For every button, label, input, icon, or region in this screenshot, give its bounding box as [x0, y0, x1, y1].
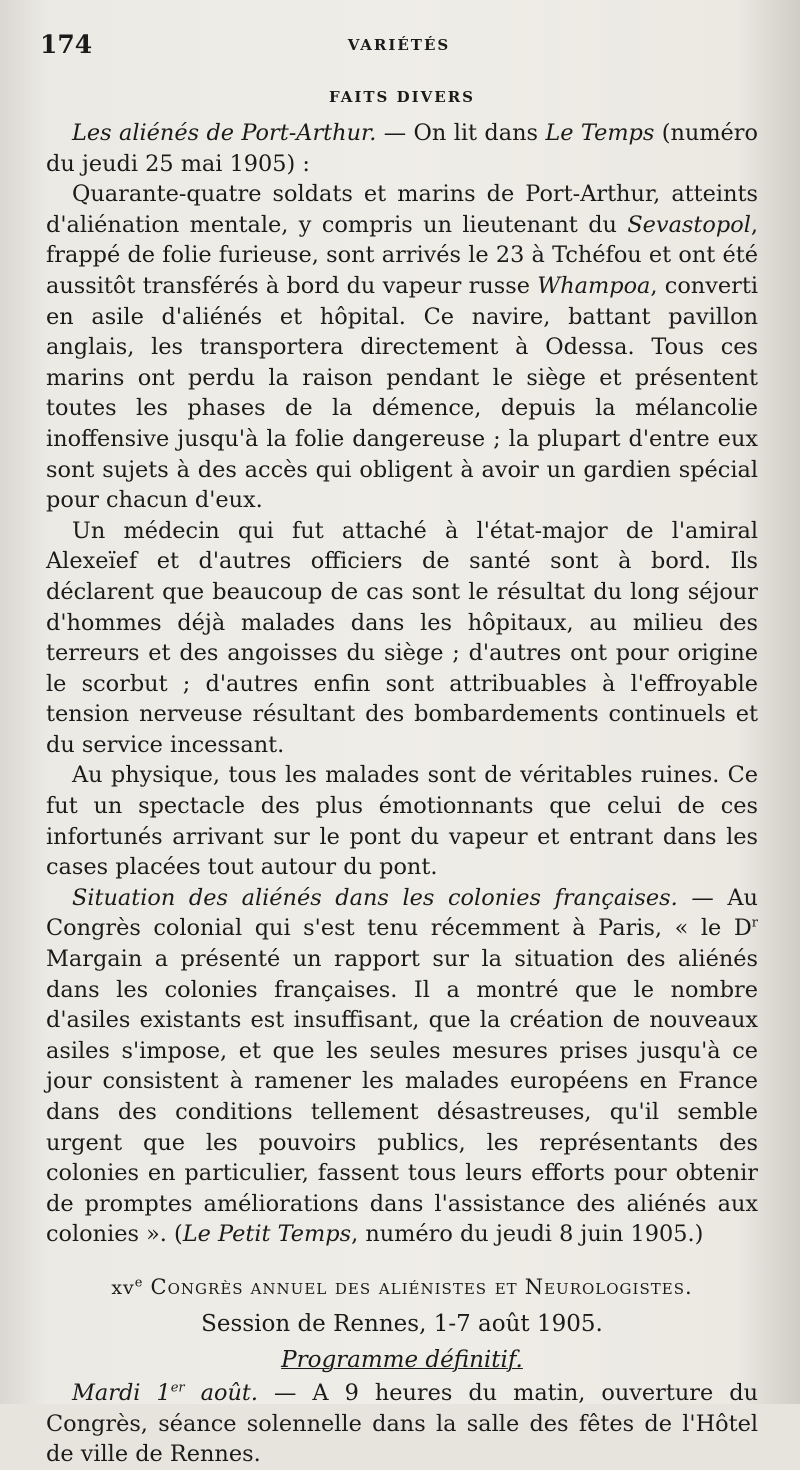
- congress-heading: $xv^e$ Congrès annuel des aliénistes et Neurologistes.: [111, 1274, 693, 1299]
- item1-paragraph-3: Au physique, tous les malades sont de véritables ruines. Ce fut un spectacle des plus émotionnants que celui de ces infortunés arrivant sur le pont du vapeur et entrant dans les cases placées tout autour du pont.: [46, 762, 758, 881]
- ship-name-sevastopol: Sevastopol: [627, 211, 751, 238]
- section-title: FAITS DIVERS: [328, 88, 476, 106]
- item2-source: Le Petit Temps: [182, 1221, 352, 1248]
- page-number: 174: [40, 30, 93, 59]
- page-body: [46, 88, 758, 1470]
- item2-paragraph: Situation des aliénés dans les colonies françaises. — Au Congrès colonial qui s'est tenu récemment à Paris, « le $D^r$ Margain a présenté un rapport sur la situation des aliénés dans les colonies françaises. Il a montré que le nombre d'asiles existants est insuffisant, que la création de nouveaux asiles s'impose, et que les seules mesures prises jusqu'à ce jour consistent à ramener les malades européens en France dans des conditions tellement désastreuses, qu'il semble urgent que les pouvoirs publics, les représentants des colonies en particulier, fassent tous leurs efforts pour obtenir de promptes améliorations dans l'assistance des aliénés aux colonies ». (Le Petit Temps, numéro du jeudi 8 juin 1905.): [46, 884, 758, 1248]
- item1-paragraph-1: Quarante-quatre soldats et marins de Port-Arthur, atteints d'aliénation mentale, y compris un lieutenant du Sevastopol, frappé de folie furieuse, sont arrivés le 23 à Tchéfou et ont été aussitôt transférés à bord du vapeur russe Whampoa, converti en asile d'aliénés et hôpital. Ce navire, battant pavillon anglais, les transportera directement à Odessa. Tous ces marins ont perdu la raison pendant le siège et présentent toutes les phases de la démence, depuis la mélancolie inoffensive jusqu'à la folie dangereuse ; la plupart d'entre eux sont sujets à des accès qui obligent à avoir un gardien spécial pour chacun d'eux.: [46, 181, 758, 514]
- page-header: [40, 30, 758, 64]
- program-day: Mardi 1er août.: [72, 1379, 259, 1406]
- session-line: Session de Rennes, 1-7 août 1905.: [201, 1310, 603, 1337]
- program-entry: Mardi 1er août. — A 9 heures du matin, ouverture du Congrès, séance solennelle dans la salle des fêtes de l'Hôtel de ville de Rennes.: [46, 1379, 758, 1468]
- item1-source: Le Temps: [545, 120, 655, 146]
- item1-paragraph-2: Un médecin qui fut attaché à l'état-major de l'amiral Alexeïef et d'autres officiers de santé sont à bord. Ils déclarent que beaucoup de cas sont le résultat du long séjour d'hommes déjà malades dans les hôpitaux, au milieu des terreurs et des angoisses du siège ; d'autres ont pour origine le scorbut ; d'autres enfin sont attribuables à l'effroyable tension nerveuse résultant des bombardements continuels et du service incessant.: [46, 517, 758, 758]
- item1-title: Les aliénés de Port-Arthur.: [72, 120, 377, 146]
- ship-name-whampoa: Whampoa: [537, 272, 651, 299]
- item2-title: Situation des aliénés dans les colonies françaises.: [72, 884, 678, 911]
- item1-intro: Les aliénés de Port-Arthur. — On lit dans Le Temps (numéro du jeudi 25 mai 1905) :: [46, 120, 758, 177]
- program-title: Programme définitif.: [281, 1346, 523, 1373]
- running-head: VARIÉTÉS: [347, 36, 451, 54]
